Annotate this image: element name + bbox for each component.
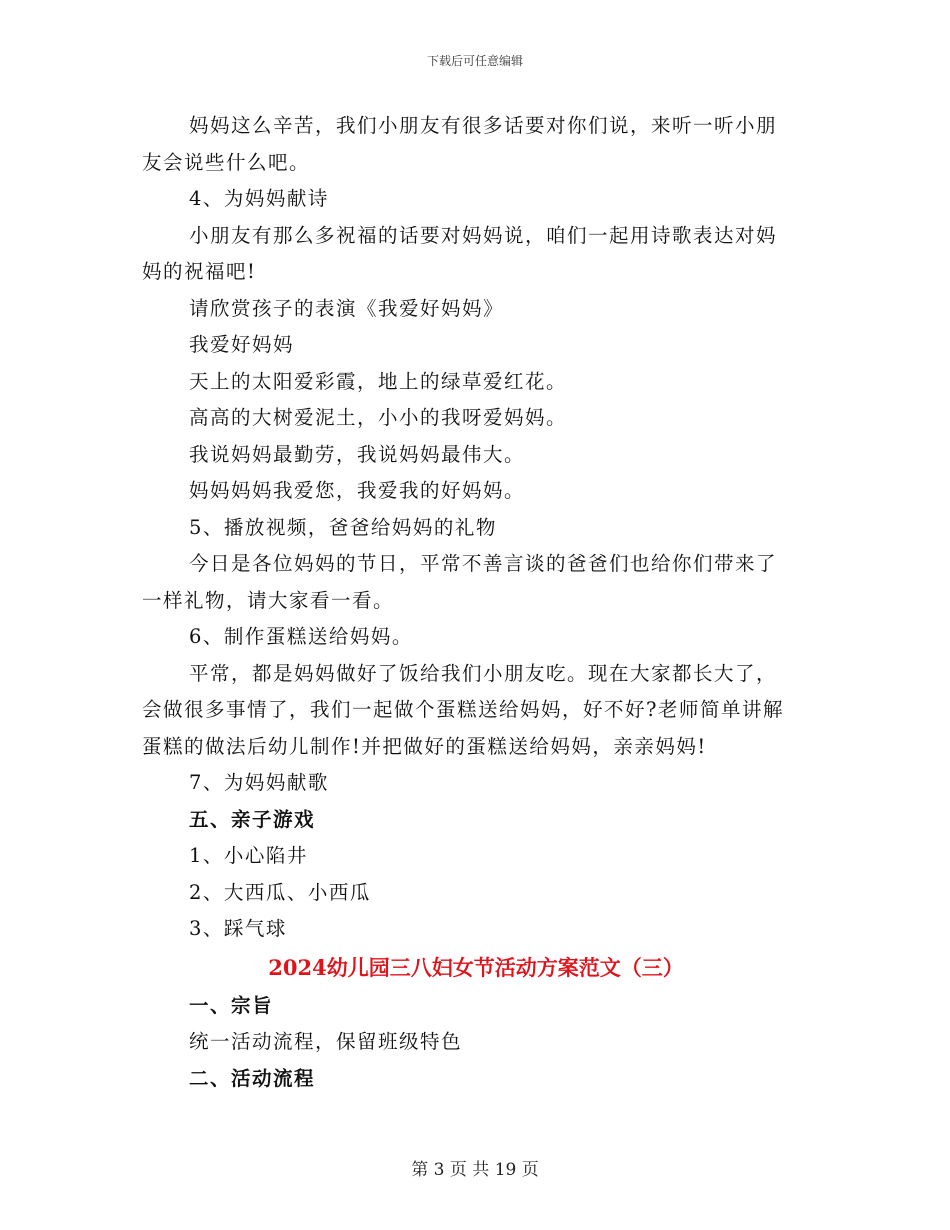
page-header: 下载后可任意编辑 bbox=[426, 54, 523, 68]
paragraph-line: 平常，都是妈妈做好了饭给我们小朋友吃。现在大家都长大了， bbox=[189, 661, 778, 685]
poem-line: 我说妈妈最勤劳，我说妈妈最伟大。 bbox=[189, 442, 526, 466]
paragraph-line: 妈的祝福吧! bbox=[142, 260, 257, 283]
paragraph-line: 一样礼物，请大家看一看。 bbox=[142, 588, 395, 612]
paragraph-line: 蛋糕的做法后幼儿制作!并把做好的蛋糕送给妈妈，亲亲妈妈! bbox=[142, 734, 707, 758]
poem-title: 我爱好妈妈 bbox=[189, 333, 295, 356]
section-heading: 5、播放视频，爸爸给妈妈的礼物 bbox=[189, 515, 497, 539]
poem-line: 妈妈妈妈我爱您，我爱我的好妈妈。 bbox=[189, 479, 526, 502]
document-body bbox=[142, 108, 810, 1097]
section-heading-bold: 二、活动流程 bbox=[189, 1066, 316, 1090]
paragraph-line: 友会说些什么吧。 bbox=[142, 150, 311, 174]
document-section-title: 2024幼儿园三八妇女节活动方案范文（三） bbox=[268, 954, 684, 980]
list-item: 2、大西瓜、小西瓜 bbox=[189, 880, 371, 904]
paragraph-line: 今日是各位妈妈的节日，平常不善言谈的爸爸们也给你们带来了 bbox=[189, 552, 778, 575]
section-heading: 7、为妈妈献歌 bbox=[189, 771, 329, 794]
section-heading: 4、为妈妈献诗 bbox=[189, 187, 329, 210]
paragraph-line: 请欣赏孩子的表演《我爱好妈妈》 bbox=[189, 296, 505, 320]
paragraph-line: 统一活动流程，保留班级特色 bbox=[189, 1030, 463, 1053]
section-heading-bold: 五、亲子游戏 bbox=[189, 807, 316, 831]
poem-line: 天上的太阳爱彩霞，地上的绿草爱红花。 bbox=[189, 369, 568, 393]
poem-line: 高高的大树爱泥土，小小的我呀爱妈妈。 bbox=[189, 406, 568, 429]
page-footer: 第 3 页 共 19 页 bbox=[411, 1160, 539, 1180]
section-heading-bold: 一、宗旨 bbox=[189, 993, 274, 1017]
list-item: 1、小心陷井 bbox=[189, 844, 308, 867]
section-heading: 6、制作蛋糕送给妈妈。 bbox=[189, 625, 413, 648]
paragraph-line: 妈妈这么辛苦，我们小朋友有很多话要对你们说，来听一听小朋 bbox=[189, 114, 778, 137]
paragraph-line: 会做很多事情了，我们一起做个蛋糕送给妈妈，好不好?老师简单讲解 bbox=[142, 698, 784, 721]
paragraph-line: 小朋友有那么多祝福的话要对妈妈说，咱们一起用诗歌表达对妈 bbox=[189, 223, 778, 247]
list-item: 3、踩气球 bbox=[189, 917, 287, 940]
